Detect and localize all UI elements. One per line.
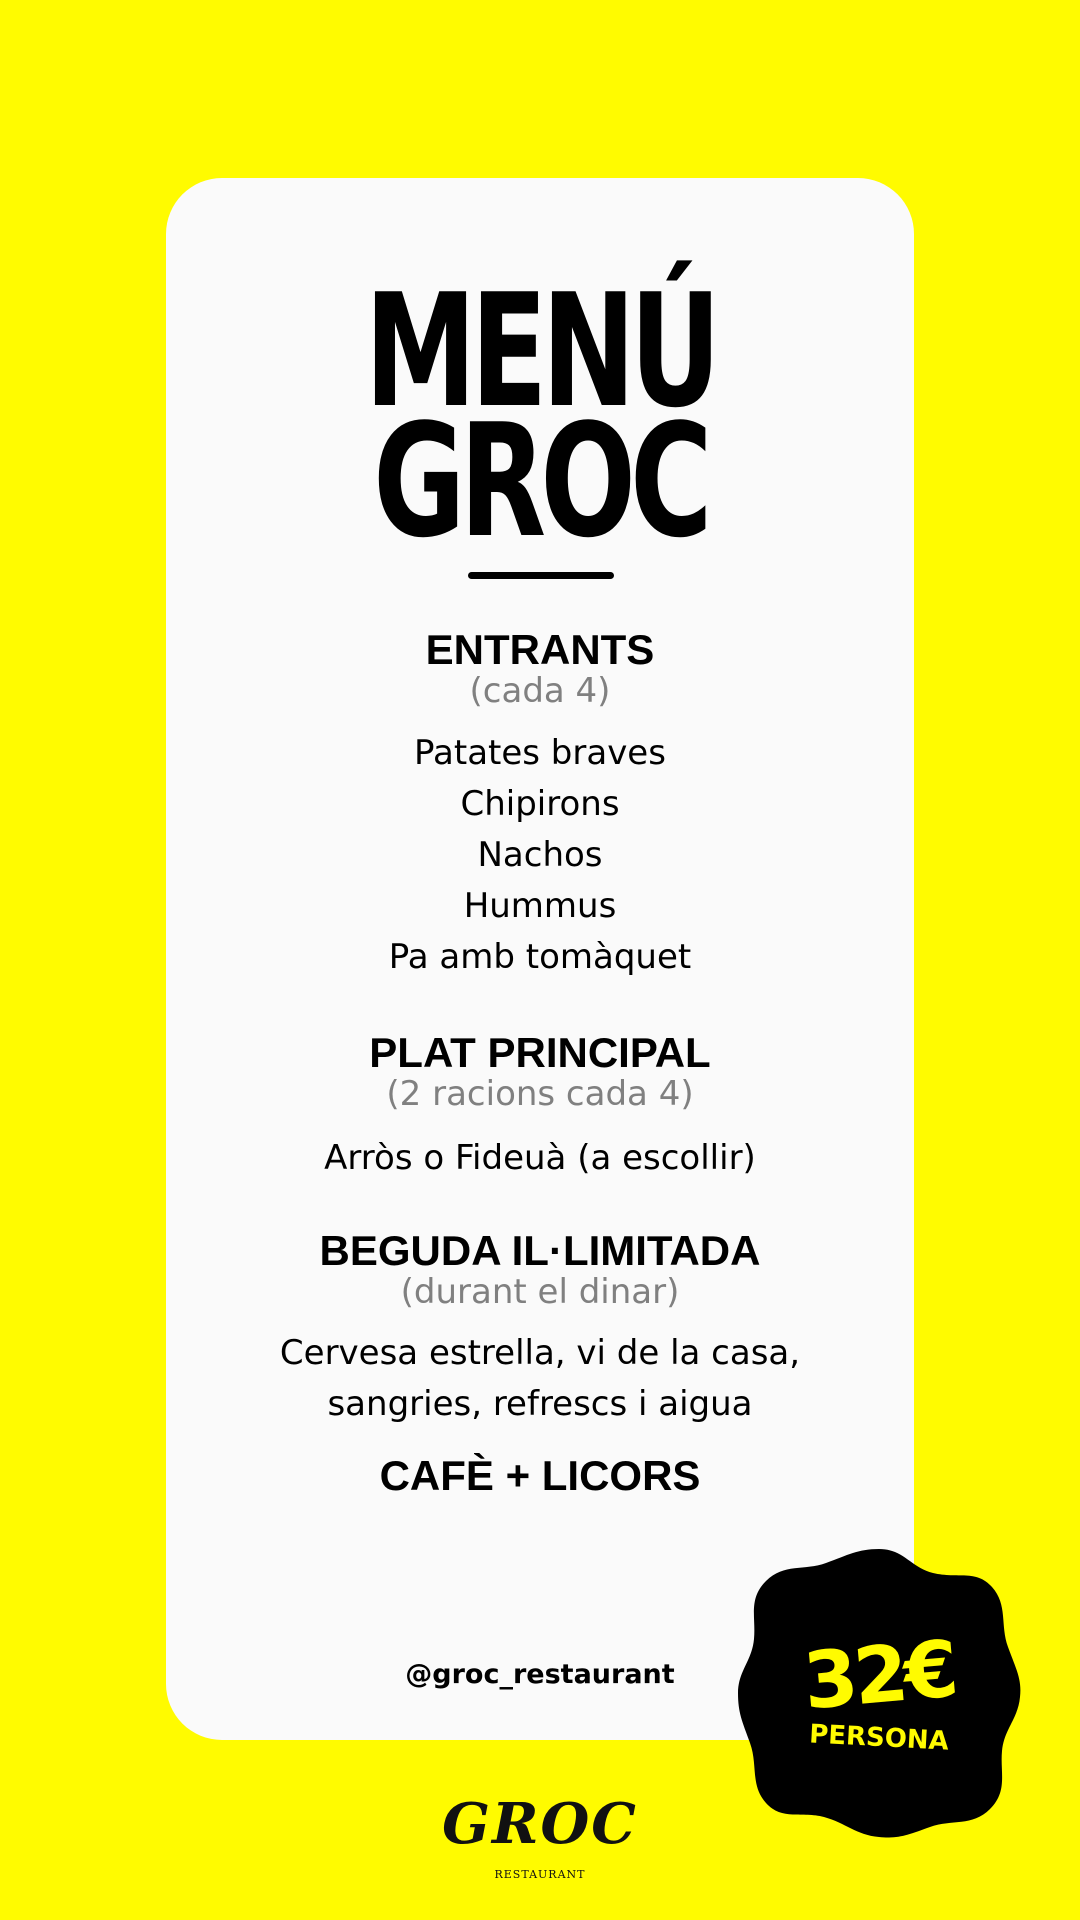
- section-title-entrants: ENTRANTS: [425, 626, 655, 673]
- per-person-label: PERSONA: [808, 1719, 950, 1757]
- menu-title-line2: GROC: [373, 390, 707, 572]
- section-title-beguda: BEGUDA IL·LIMITADA: [319, 1227, 761, 1274]
- list-item: sangries, refrescs i aigua: [327, 1384, 753, 1424]
- list-item: Nachos: [477, 835, 603, 875]
- menu-card: [166, 178, 914, 1740]
- groc-logo: [440, 1791, 640, 1881]
- section-title-cafe-licors: CAFÈ + LICORS: [379, 1452, 701, 1499]
- list-item: Chipirons: [460, 784, 620, 824]
- instagram-handle: @groc_restaurant: [405, 1659, 675, 1690]
- section-note-plat-principal: (2 racions cada 4): [386, 1074, 694, 1114]
- section-note-beguda: (durant el dinar): [400, 1272, 680, 1312]
- menu-title-line1: MENÚ: [364, 260, 716, 442]
- price-badge: [736, 1547, 1022, 1839]
- beguda-list: [166, 1328, 914, 1430]
- title-divider: [468, 572, 614, 579]
- section-note-entrants: (cada 4): [469, 671, 611, 711]
- plat-principal-list: [166, 1133, 914, 1184]
- list-item: Patates braves: [414, 733, 666, 773]
- price-label: 32€: [799, 1624, 959, 1728]
- entrants-list: [166, 728, 914, 983]
- logo-subtitle: RESTAURANT: [494, 1868, 586, 1881]
- section-title-plat-principal: PLAT PRINCIPAL: [369, 1029, 711, 1076]
- list-item: Pa amb tomàquet: [388, 937, 692, 977]
- logo-wordmark: GROC: [442, 1791, 638, 1857]
- list-item: Hummus: [463, 886, 617, 926]
- list-item: Cervesa estrella, vi de la casa,: [279, 1333, 801, 1373]
- list-item: Arròs o Fideuà (a escollir): [324, 1138, 756, 1178]
